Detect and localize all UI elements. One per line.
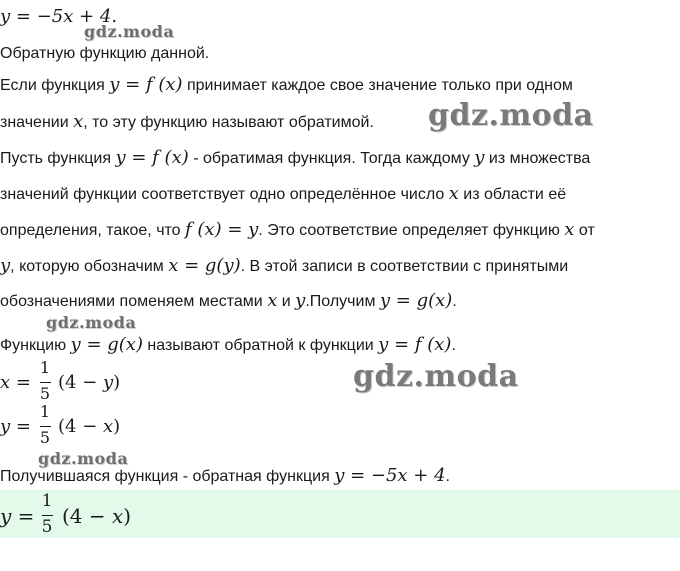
math: y <box>474 147 485 168</box>
var: x <box>103 416 114 437</box>
paren-expr: (4 − <box>58 372 103 393</box>
text: определения, такое, что <box>0 222 186 239</box>
math: x <box>448 183 459 204</box>
text: . <box>451 337 456 354</box>
text: Пусть функция <box>0 150 116 167</box>
math: y <box>295 290 306 311</box>
para1-line1 <box>0 74 573 96</box>
math: y = −5x + 4 <box>334 465 446 486</box>
var: y <box>103 372 114 393</box>
paren-expr: (4 − <box>62 504 112 528</box>
para2-line2 <box>0 183 566 205</box>
text: от <box>574 222 595 239</box>
text: принимает каждое свое значение только при одном <box>182 77 573 94</box>
para2-line5 <box>0 290 457 312</box>
math: y = f (x) <box>109 74 183 95</box>
text: и <box>277 293 296 310</box>
text: обозначениями поменяем местами <box>0 293 268 310</box>
math: f (x) = y <box>185 219 259 240</box>
math: y <box>0 255 11 276</box>
equals: = <box>10 372 31 393</box>
text: , то эту функцию называют обратимой. <box>83 114 374 131</box>
denominator: 5 <box>41 517 53 537</box>
text: . Это соответствие определяет функцию <box>258 222 565 239</box>
fraction-bar <box>40 426 51 427</box>
denominator: 5 <box>39 428 51 447</box>
text: значении <box>0 114 74 131</box>
text: . В этой записи в соответствии с принятыми <box>240 258 569 275</box>
watermark: gdz.moda <box>353 359 519 394</box>
text: - обратимая функция. Тогда каждому <box>188 150 475 167</box>
math: x <box>267 290 278 311</box>
math: y = g(x) <box>70 334 143 355</box>
watermark: gdz.moda <box>428 98 594 133</box>
fraction-bar <box>42 515 53 516</box>
var: y <box>0 504 12 528</box>
para2-line4 <box>0 255 568 277</box>
watermark: gdz.moda <box>46 313 137 332</box>
text: Функцию <box>0 337 71 354</box>
var: x <box>112 504 124 528</box>
para2-line3 <box>0 219 595 241</box>
paren-close: ) <box>113 372 121 393</box>
numerator: 1 <box>39 358 51 377</box>
para2-line1 <box>0 147 590 169</box>
text: из множества <box>484 150 591 167</box>
text: . <box>452 293 457 310</box>
watermark: gdz.moda <box>38 449 129 468</box>
fraction-bar <box>40 382 51 383</box>
text: .Получим <box>305 293 380 310</box>
var: y <box>0 416 11 437</box>
watermark: gdz.moda <box>84 22 175 41</box>
text: , которую обозначим <box>10 258 169 275</box>
numerator: 1 <box>39 402 51 421</box>
text: . <box>445 468 450 485</box>
task-heading <box>0 43 209 65</box>
denominator: 5 <box>39 384 51 403</box>
formula-text: y = −5x + 4. <box>0 6 118 27</box>
numerator: 1 <box>41 491 53 511</box>
equals: = <box>10 416 31 437</box>
conclusion <box>0 465 450 487</box>
text: Если функция <box>0 77 110 94</box>
text: называют обратной к функции <box>142 337 379 354</box>
para1-line2 <box>0 111 374 133</box>
var: x <box>0 372 11 393</box>
para3 <box>0 334 456 356</box>
paren-close: ) <box>123 504 132 528</box>
paren-expr: (4 − <box>58 416 103 437</box>
paren-close: ) <box>113 416 121 437</box>
math: y = g(x) <box>379 290 453 311</box>
math: x = g(y) <box>168 255 241 276</box>
math: x <box>73 111 84 132</box>
heading-text: Обратную функцию данной. <box>0 45 210 62</box>
equals: = <box>11 504 35 528</box>
math: x <box>564 219 575 240</box>
text: из области её <box>458 186 567 203</box>
math: y = f (x) <box>115 147 189 168</box>
text: Получившаяся функция - обратная функция <box>0 468 335 485</box>
text: значений функции соответствует одно определённое число <box>0 186 449 203</box>
math: y = f (x) <box>378 334 452 355</box>
